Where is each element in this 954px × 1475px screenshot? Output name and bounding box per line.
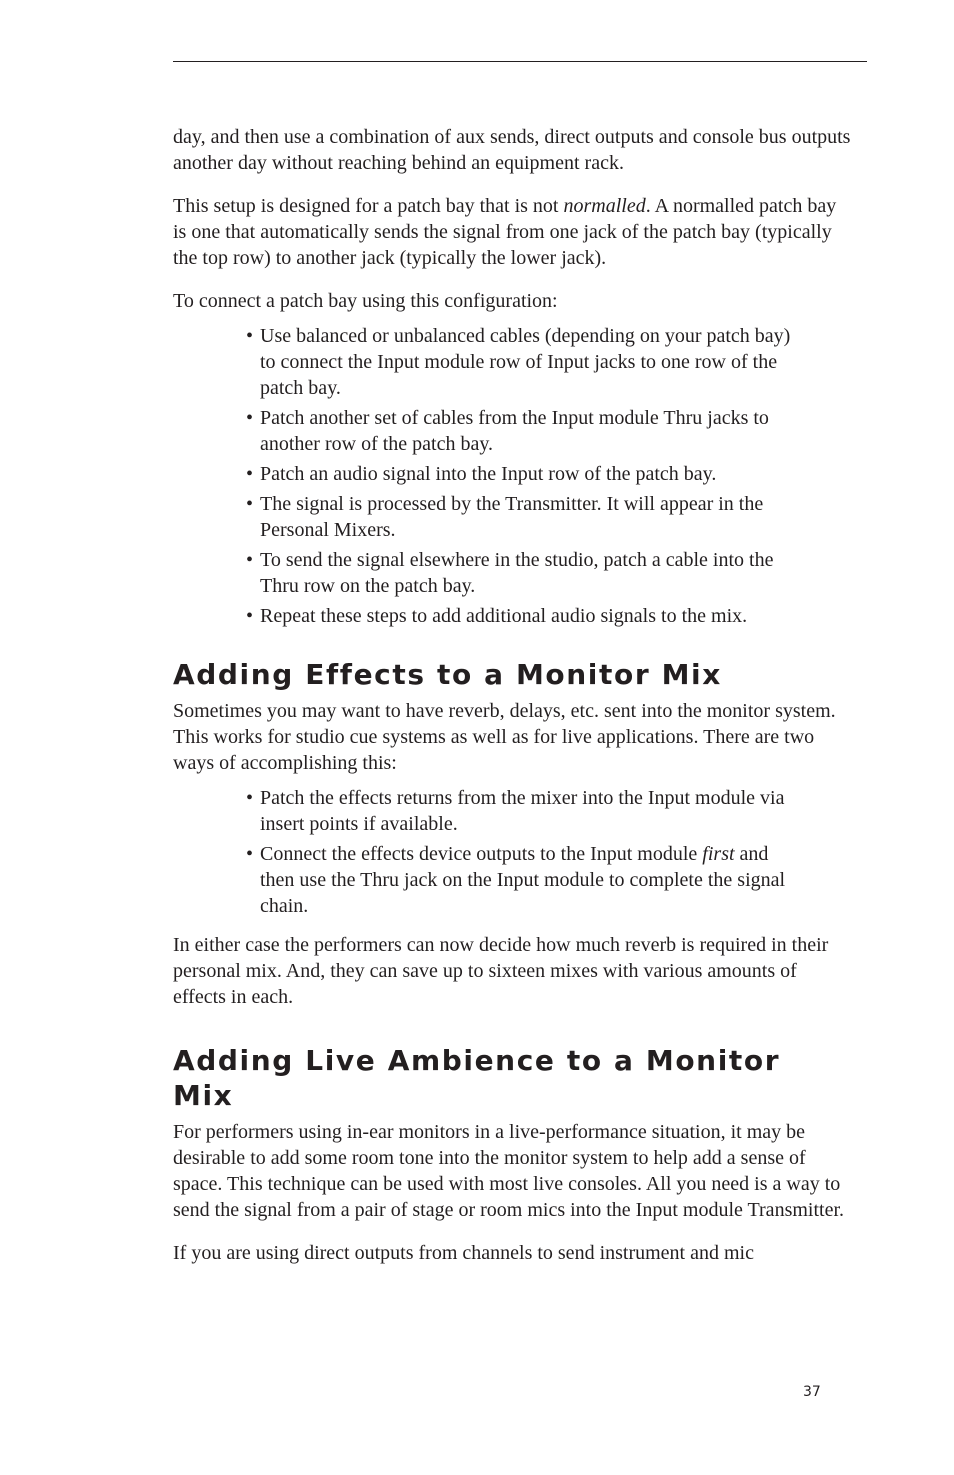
ambience-paragraph-1: For performers using in-ear monitors in a live-performance situation, it may be desirable to add some room tone into the monitor system to help add a sense of space. This technique can be used with most live consoles. All you need is a way to send the signal from a pair of stage or room mics into the Input module Transmitter. bbox=[173, 1121, 845, 1221]
bullet-icon: • bbox=[246, 407, 254, 429]
first-emphasis: first bbox=[702, 843, 735, 865]
bullet-icon: • bbox=[246, 605, 254, 627]
page-body bbox=[173, 124, 853, 1283]
bullet-icon: • bbox=[246, 787, 254, 809]
list-item-text: Patch the effects returns from the mixer into the Input module via insert points if available. bbox=[260, 787, 785, 835]
list-item-text-end: and then use the Thru jack on the Input module to complete the signal chain. bbox=[260, 843, 786, 917]
list-item-text: Patch an audio signal into the Input row of the patch bay. bbox=[260, 463, 717, 485]
list-item bbox=[246, 547, 802, 599]
list-item-text: Use balanced or unbalanced cables (depending on your patch bay) to connect the Input module row of Input jacks to one row of the patch bay. bbox=[260, 325, 791, 399]
effects-methods-list bbox=[173, 785, 802, 919]
list-item bbox=[246, 603, 802, 629]
bullet-icon: • bbox=[246, 463, 254, 485]
page-number: 37 bbox=[803, 1384, 821, 1400]
list-item bbox=[246, 841, 802, 919]
list-item-text: Repeat these steps to add additional audio signals to the mix. bbox=[260, 605, 748, 627]
bullet-icon: • bbox=[246, 549, 254, 571]
list-item-text: Patch another set of cables from the Input module Thru jacks to another row of the patch bay. bbox=[260, 407, 769, 455]
bullet-icon: • bbox=[246, 493, 254, 515]
effects-intro-paragraph: Sometimes you may want to have reverb, delays, etc. sent into the monitor system. This works for studio cue systems as well as for live applications. There are two ways of accomplishing this: bbox=[173, 700, 836, 774]
list-item bbox=[246, 323, 802, 401]
list-item bbox=[246, 491, 802, 543]
ambience-paragraph-2: If you are using direct outputs from channels to send instrument and mic bbox=[173, 1242, 754, 1264]
header-rule bbox=[173, 61, 867, 62]
section-heading-ambience: Adding Live Ambience to a Monitor Mix bbox=[173, 1044, 781, 1112]
bullet-icon: • bbox=[246, 843, 254, 865]
intro-paragraph-3: To connect a patch bay using this configuration: bbox=[173, 290, 558, 312]
list-item bbox=[246, 461, 802, 487]
list-item bbox=[246, 405, 802, 457]
effects-closing-paragraph: In either case the performers can now decide how much reverb is required in their personal mix. And, they can save up to sixteen mixes with various amounts of effects in each. bbox=[173, 934, 829, 1008]
list-item-text-start: Connect the effects device outputs to the Input module bbox=[260, 843, 703, 865]
intro-paragraph-2-start: This setup is designed for a patch bay that is not bbox=[173, 195, 564, 217]
bullet-icon: • bbox=[246, 325, 254, 347]
normalled-term: normalled bbox=[563, 195, 646, 217]
list-item-text: The signal is processed by the Transmitter. It will appear in the Personal Mixers. bbox=[260, 493, 764, 541]
list-item-text: To send the signal elsewhere in the studio, patch a cable into the Thru row on the patch bay. bbox=[260, 549, 774, 597]
patch-steps-list bbox=[173, 323, 802, 629]
list-item-text bbox=[260, 843, 785, 917]
list-item bbox=[246, 785, 802, 837]
intro-paragraph-1: day, and then use a combination of aux sends, direct outputs and console bus outputs another day without reaching behind an equipment rack. bbox=[173, 126, 851, 174]
section-heading-effects: Adding Effects to a Monitor Mix bbox=[173, 658, 722, 691]
intro-paragraph-2 bbox=[173, 193, 853, 271]
intro-paragraph-2-end: . A normalled patch bay is one that automatically sends the signal from one jack of the patch bay (typically the top row) to another jack (typically the lower jack). bbox=[173, 195, 837, 269]
